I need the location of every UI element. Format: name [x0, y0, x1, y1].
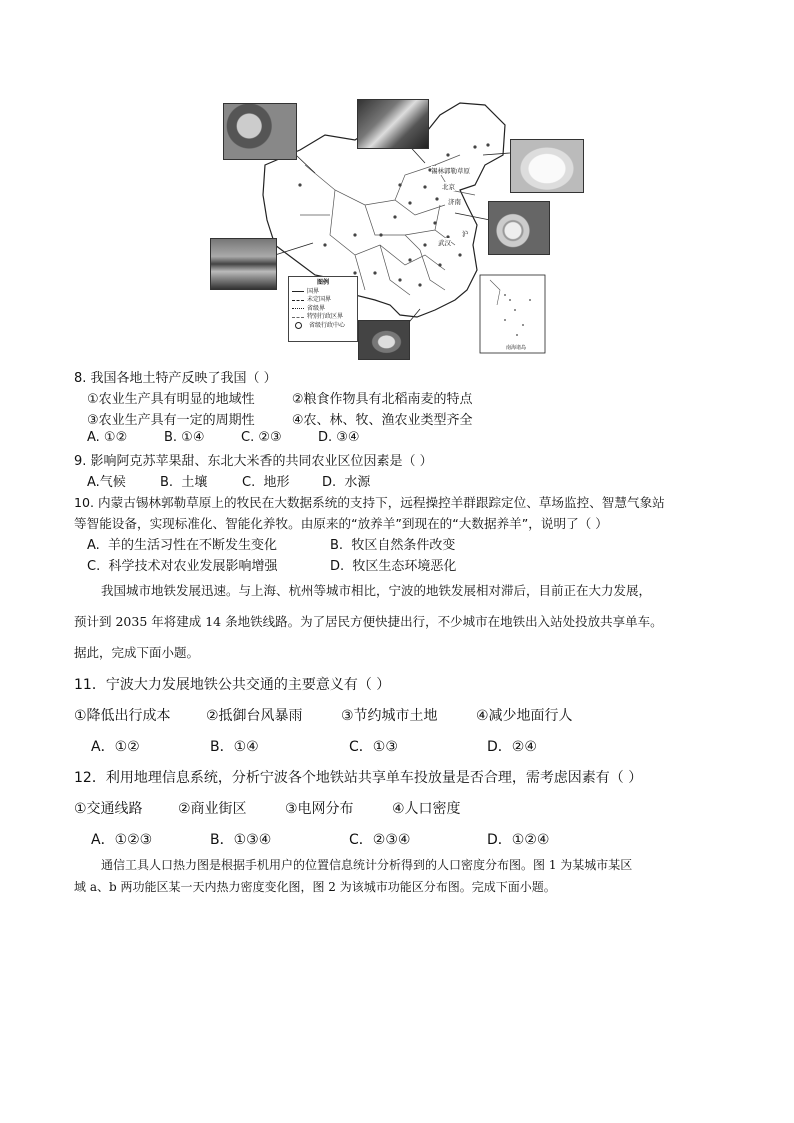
- map-label-xilin: 锡林郭勒草原: [431, 167, 470, 175]
- china-specialty-map: [205, 95, 590, 360]
- q8-line2: ③农业生产具有一定的周期性 ④农、林、牧、渔农业类型齐全: [87, 413, 473, 428]
- hami-melon-photo: [223, 103, 297, 160]
- q12-item-1: ①交通线路: [74, 801, 143, 817]
- q11-option-d: D．②④: [487, 739, 537, 755]
- q11-option-c: C．①③: [349, 739, 398, 755]
- q11-item-3: ③节约城市土地: [341, 708, 438, 724]
- q8-line1: ①农业生产具有明显的地域性 ②粮食作物具有北稻南麦的特点: [87, 392, 473, 407]
- q10-stem-line1: 10. 内蒙古锡林郭勒草原上的牧民在大数据系统的支持下，远程操控羊群跟踪定位、草场监控、智慧气象站: [74, 495, 665, 510]
- q12-item-4: ④人口密度: [392, 801, 461, 817]
- q8-option-a: A. ①②: [87, 430, 128, 445]
- q12-option-a: A．①②③: [91, 832, 153, 848]
- map-label-wuhan: 武汉: [438, 239, 451, 247]
- legend-row-sar-border: 特别行政区界: [292, 313, 354, 322]
- legend-row-provincial-border: 省级界: [292, 305, 354, 314]
- q11-stem: 11．宁波大力发展地铁公共交通的主要意义有（ ）: [74, 677, 391, 693]
- q9-option-c: C. 地形: [242, 475, 290, 490]
- mushroom-photo: [358, 320, 410, 360]
- map-label-hainan: 南海诸岛: [506, 345, 527, 351]
- q8-stem: 8. 我国各地土特产反映了我国（ ）: [74, 371, 277, 386]
- mountain-lake-photo: [210, 238, 277, 290]
- q10-option-a: A. 羊的生活习性在不断发生变化: [87, 538, 278, 553]
- q10-option-d: D. 牧区生态环境恶化: [330, 559, 457, 574]
- q8-option-b: B. ①④: [164, 430, 205, 445]
- rice-photo: [510, 139, 584, 193]
- legend-title: 图例: [316, 279, 329, 286]
- q12-item-2: ②商业街区: [178, 801, 247, 817]
- q11-option-a: A．①②: [91, 739, 140, 755]
- map-legend: [288, 276, 358, 342]
- passage2-line1: 通信工具人口热力图是根据手机用户的位置信息统计分析得到的人口密度分布图。图 1 为某城市某区: [101, 858, 633, 872]
- map-label-jinan: 济南: [448, 198, 461, 206]
- q12-item-3: ③电网分布: [285, 801, 354, 817]
- q10-stem-line2: 等智能设备，实现标准化、智能化养牧。由原来的“放养羊”到现在的“大数据养羊”，说明了（ ）: [74, 516, 608, 531]
- q10-option-b: B. 牧区自然条件改变: [330, 538, 456, 553]
- q11-item-4: ④减少地面行人: [476, 708, 573, 724]
- q11-item-2: ②抵御台风暴雨: [206, 708, 303, 724]
- q12-option-c: C．②③④: [349, 832, 411, 848]
- passage1-line1: 我国城市地铁发展迅速。与上海、杭州等城市相比，宁波的地铁发展相对滞后，目前正在大力发展，: [101, 583, 652, 598]
- legend-row-undetermined-border: 未定国界: [292, 296, 354, 305]
- q10-option-c: C. 科学技术对农业发展影响增强: [87, 559, 278, 574]
- q11-item-1: ①降低出行成本: [74, 708, 171, 724]
- q11-option-b: B．①④: [210, 739, 259, 755]
- passage1-line3: 据此，完成下面小题。: [74, 645, 200, 660]
- passage1-line2: 预计到 2035 年将建成 14 条地铁线路。为了居民方便快捷出行，不少城市在地铁出入站处投放共享单车。: [74, 614, 663, 629]
- gorge-photo: [357, 99, 429, 149]
- passage2-line2: 域 a、b 两功能区某一天内热力密度变化图，图 2 为该城市功能区分布图。完成下面小题。: [74, 880, 556, 894]
- q12-stem: 12．利用地理信息系统，分析宁波各个地铁站共享单车投放量是否合理，需考虑因素有（ ）: [74, 770, 643, 786]
- map-label-beijing: 北京: [442, 183, 455, 191]
- q12-option-b: B．①③④: [210, 832, 272, 848]
- legend-row-national-border: 国界: [292, 288, 354, 297]
- q9-option-d: D. 水源: [322, 475, 371, 490]
- map-label-hu: 沪: [462, 230, 469, 238]
- q8-option-d: D. ③④: [318, 430, 360, 445]
- q12-option-d: D．①②④: [487, 832, 550, 848]
- legend-row-provincial-capital: 省级行政中心: [292, 322, 354, 331]
- q8-option-c: C. ②③: [241, 430, 282, 445]
- q9-option-b: B. 土壤: [160, 475, 208, 490]
- q9-option-a: A.气候: [87, 475, 126, 490]
- eggs-photo: [488, 201, 550, 255]
- q9-stem: 9. 影响阿克苏苹果甜、东北大米香的共同农业区位因素是（ ）: [74, 454, 433, 469]
